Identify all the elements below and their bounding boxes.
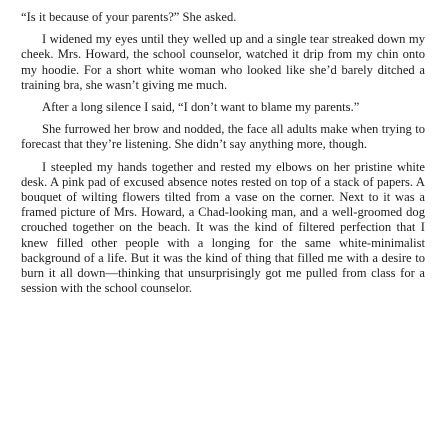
paragraph-desk: I steepled my hands together and rested my elbows on her pristine white desk. A pink pad of excused absence notes rested on top of a stack of papers. A bouquet of wilting flowers tilted from a vase on the corner. Next to it was a framed picture of Mrs. Howard, a Chad-looking man, and a well-groomed dog crouched together on the beach. It was the kind of filtered perfection that I knew filled other people with a longing for the same white-minimalist background of a life. But it was the kind of thing that filled me with a desire to burn it all down—thinking that unsurprisingly got me pulled from class for a session with the school counselor. [21,159,425,296]
paragraph-furrowed-brow: She furrowed her brow and nodded, the face all adults make when trying to forecast that they’re listening. She didn’t say anything more, though. [21,122,425,152]
paragraph-parents-question: “Is it because of your parents?” She asked. [21,10,237,24]
paragraph-tear: I widened my eyes until they welled up and a single tear streaked down my cheek. Mrs. Howard, the school counselor, watched it drip from my chin onto my hoodie. For a short white woman who looked like she’d barely ditched a training bra, she wasn’t giving me much. [21,32,425,92]
paragraph-blame: After a long silence I said, “I don’t want to blame my parents.” [42,100,360,115]
